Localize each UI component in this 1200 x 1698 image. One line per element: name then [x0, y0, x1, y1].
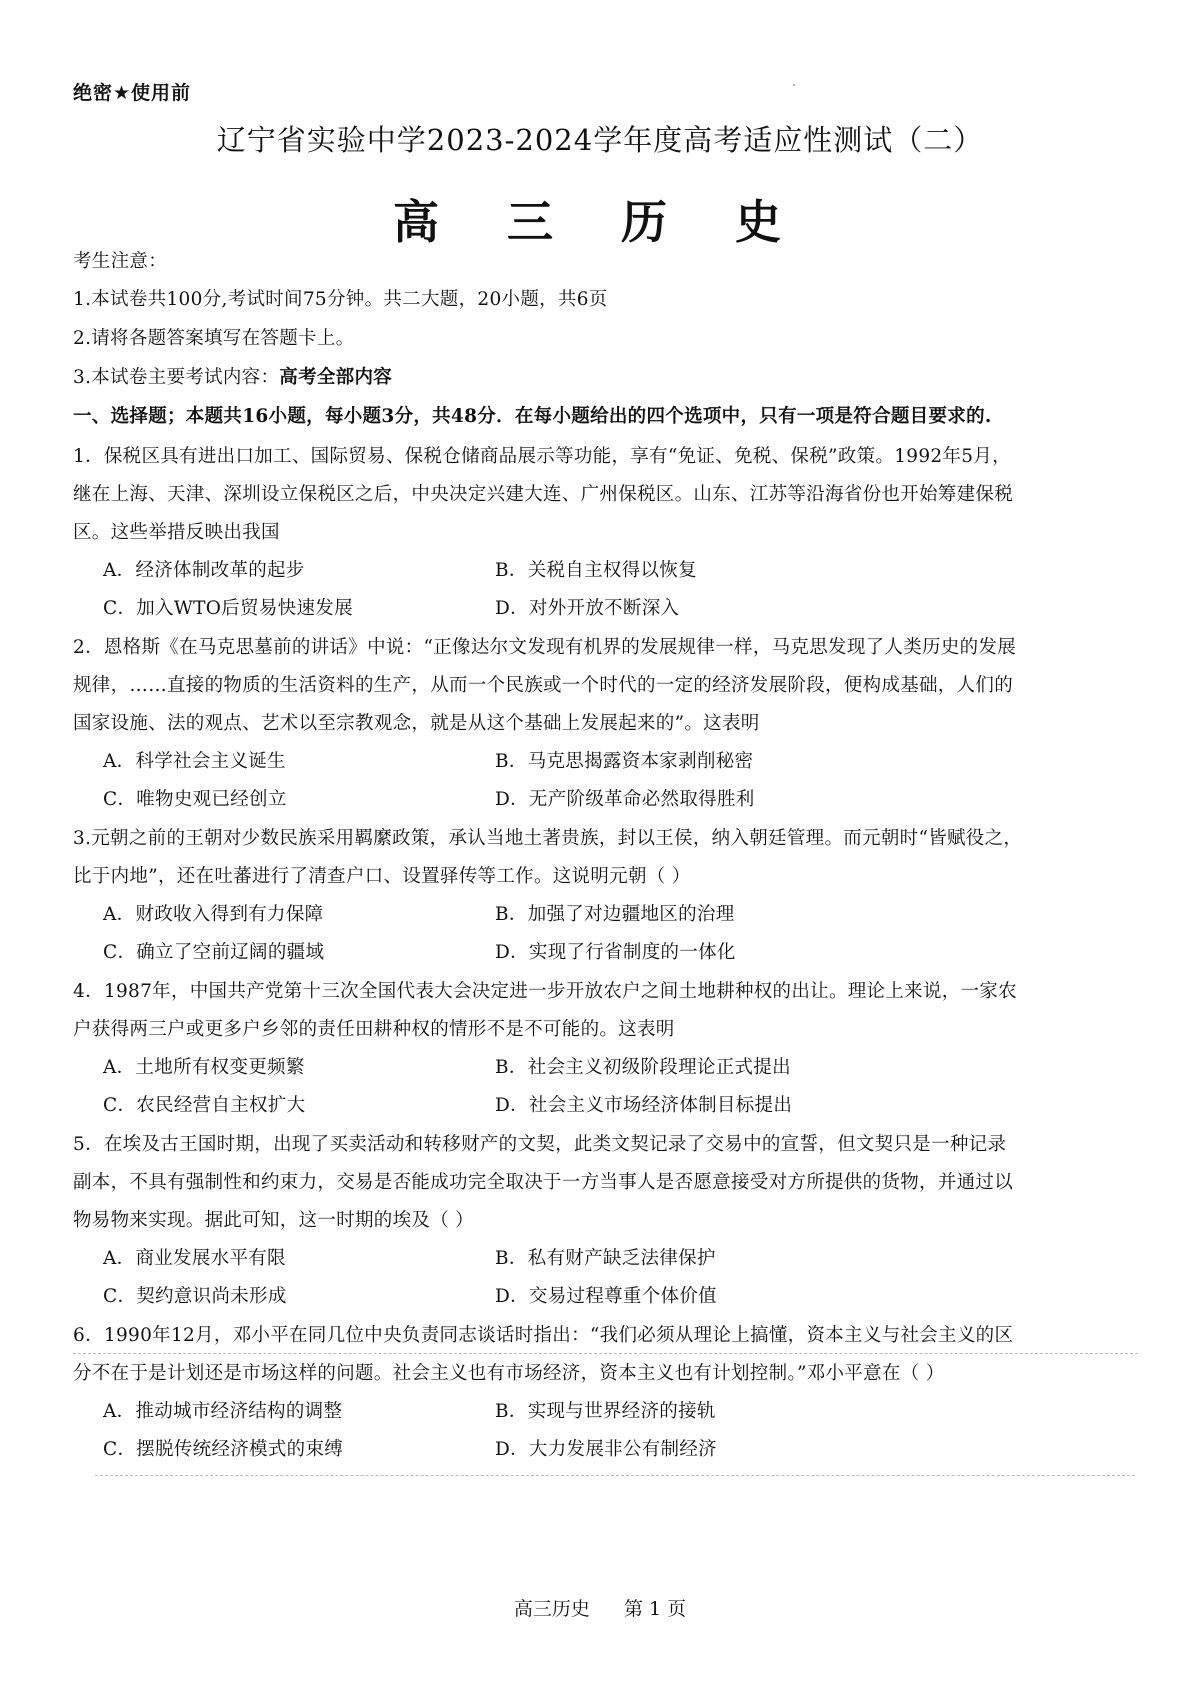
question-4-option-a[interactable]: A．土地所有权变更频繁 — [103, 1057, 305, 1078]
page-footer — [0, 1594, 1200, 1621]
question-2-option-a[interactable]: A．科学社会主义诞生 — [103, 751, 286, 772]
question-5-option-c[interactable]: C．契约意识尚未形成 — [103, 1286, 287, 1307]
question-1-option-d[interactable]: D．对外开放不断深入 — [495, 598, 680, 619]
scan-speck — [793, 84, 795, 86]
question-1-line-1: 1．保税区具有进出口加工、国际贸易、保税仓储商品展示等功能，享有“免证、免税、保税”政策。1992年5月， — [73, 446, 1011, 467]
notice-item-3-scope: 高考全部内容 — [279, 367, 393, 388]
question-1-line-2: 继在上海、天津、深圳设立保税区之后，中央决定兴建大连、广州保税区。山东、江苏等沿海省份也开始筹建保税 — [73, 484, 1014, 505]
question-6-option-b[interactable]: B．实现与世界经济的接轨 — [495, 1401, 716, 1422]
question-6-option-d[interactable]: D．大力发展非公有制经济 — [495, 1439, 717, 1460]
question-3-line-1: 3.元朝之前的王朝对少数民族采用羁縻政策，承认当地土著贵族，封以王侯，纳入朝廷管理。而元朝时“皆赋役之， — [73, 828, 1023, 849]
question-3-line-2: 比于内地”，还在吐蕃进行了清查户口、设置驿传等工作。这说明元朝（ ） — [73, 866, 691, 887]
question-1-line-3: 区。这些举措反映出我国 — [73, 522, 280, 543]
question-2-option-c[interactable]: C．唯物史观已经创立 — [103, 789, 287, 810]
question-4-option-b[interactable]: B．社会主义初级阶段理论正式提出 — [495, 1057, 791, 1078]
confidential-mark: 绝密★使用前 — [73, 82, 192, 104]
notice-heading: 考生注意： — [73, 251, 168, 272]
question-2-option-d[interactable]: D．无产阶级革命必然取得胜利 — [495, 789, 755, 810]
question-2-line-3: 国家设施、法的观点、艺术以至宗教观念，就是从这个基础上发展起来的”。这表明 — [73, 713, 760, 734]
footer-subject: 高三历史 — [513, 1598, 590, 1620]
question-1-option-a[interactable]: A．经济体制改革的起步 — [103, 560, 305, 581]
question-3-option-d[interactable]: D．实现了行省制度的一体化 — [495, 942, 736, 963]
question-6-line-1: 6．1990年12月，邓小平在同几位中央负责同志谈话时指出：“我们必须从理论上搞懂，资本主义与社会主义的区 — [73, 1325, 1014, 1346]
question-1-option-c[interactable]: C．加入WTO后贸易快速发展 — [103, 598, 353, 619]
question-5-line-2: 副本，不具有强制性和约束力，交易是否能成功完全取决于一方当事人是否愿意接受对方所提供的货物，并通过以 — [73, 1172, 1014, 1193]
question-5-line-3: 物易物来实现。据此可知，这一时期的埃及（ ） — [73, 1210, 474, 1231]
question-3-option-c[interactable]: C．确立了空前辽阔的疆域 — [103, 942, 325, 963]
question-5-option-b[interactable]: B．私有财产缺乏法律保护 — [495, 1248, 716, 1269]
question-5-option-a[interactable]: A．商业发展水平有限 — [103, 1248, 286, 1269]
footer-divider — [95, 1475, 1135, 1476]
question-1-option-b[interactable]: B．关税自主权得以恢复 — [495, 560, 697, 581]
question-5-line-1: 5．在埃及古王国时期，出现了买卖活动和转移财产的文契，此类文契记录了交易中的宣誓，但文契只是一种记录 — [73, 1134, 1007, 1155]
page-number: 第 1 页 — [623, 1598, 687, 1620]
notice-item-3-prefix: 3.本试卷主要考试内容： — [73, 367, 280, 388]
section-1-heading: 一、选择题；本题共16小题，每小题3分，共48分．在每小题给出的四个选项中，只有一项是符合题目要求的. — [73, 406, 992, 427]
notice-item-3 — [73, 364, 392, 392]
question-6-option-c[interactable]: C．摆脱传统经济模式的束缚 — [103, 1439, 344, 1460]
question-4-option-c[interactable]: C．农民经营自主权扩大 — [103, 1095, 306, 1116]
exam-title: 辽宁省实验中学2023-2024学年度高考适应性测试（二） — [216, 123, 984, 157]
scan-guide-line — [73, 1353, 1138, 1354]
question-2-line-1: 2．恩格斯《在马克思墓前的讲话》中说：“正像达尔文发现有机界的发展规律一样，马克思发现了人类历史的发展 — [73, 637, 1017, 658]
question-2-option-b[interactable]: B．马克思揭露资本家剥削秘密 — [495, 751, 754, 772]
question-6-option-a[interactable]: A．推动城市经济结构的调整 — [103, 1401, 343, 1422]
question-4-option-d[interactable]: D．社会主义市场经济体制目标提出 — [495, 1095, 793, 1116]
question-6-line-2: 分不在于是计划还是市场这样的问题。社会主义也有市场经济，资本主义也有计划控制。”邓小平意在（ ） — [73, 1363, 945, 1384]
question-5-option-d[interactable]: D．交易过程尊重个体价值 — [495, 1286, 717, 1307]
notice-item-1: 1.本试卷共100分,考试时间75分钟。共二大题，20小题，共6页 — [73, 289, 608, 310]
question-4-line-1: 4．1987年，中国共产党第十三次全国代表大会决定进一步开放农户之间土地耕种权的出让。理论上来说，一家农 — [73, 981, 1017, 1002]
question-2-line-2: 规律，……直接的物质的生活资料的生产，从而一个民族或一个时代的一定的经济发展阶段，便构成基础，人们的 — [73, 675, 1014, 696]
question-3-option-b[interactable]: B．加强了对边疆地区的治理 — [495, 904, 735, 925]
question-3-option-a[interactable]: A．财政收入得到有力保障 — [103, 904, 324, 925]
question-4-line-2: 户获得两三户或更多户乡邻的责任田耕种权的情形不是不可能的。这表明 — [73, 1019, 675, 1040]
notice-item-2: 2.请将各题答案填写在答题卡上。 — [73, 328, 355, 349]
subject-title: 高 三 历 史 — [392, 195, 808, 249]
